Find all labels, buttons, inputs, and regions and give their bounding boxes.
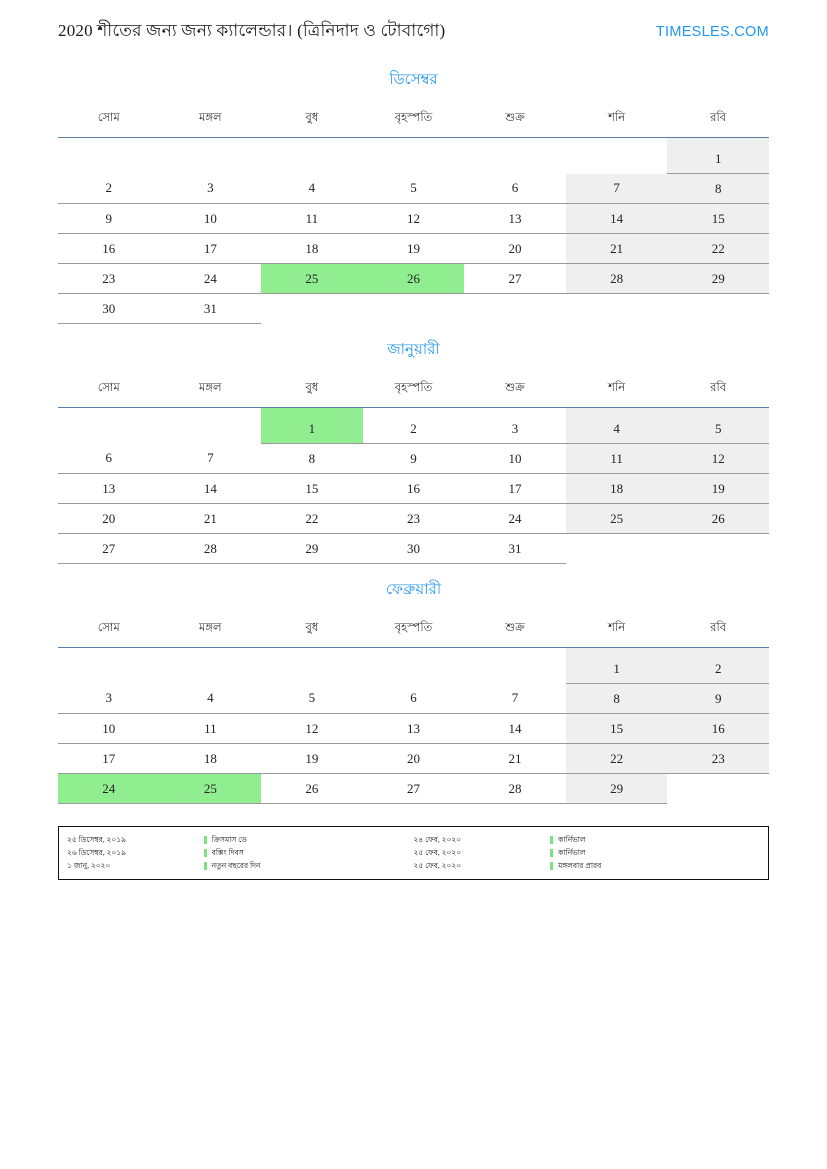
legend-row (204, 859, 414, 872)
weekday-label: মঙ্গল (199, 112, 222, 124)
weekday-label: সোম (97, 622, 120, 634)
day-cell[interactable]: 30 (58, 294, 160, 324)
day-cell[interactable]: 16 (58, 234, 160, 264)
day-cell[interactable]: 8 (667, 174, 769, 204)
weekday-label: শুক্র (505, 622, 525, 634)
weekday-label: শুক্র (505, 112, 525, 124)
day-cell[interactable]: 4 (261, 174, 363, 204)
day-cell[interactable]: 9 (363, 444, 465, 474)
week-row (58, 714, 769, 744)
day-cell-empty (58, 408, 160, 444)
week-row (58, 294, 769, 324)
legend-row (414, 833, 551, 846)
legend-col-names-1 (204, 833, 414, 872)
day-cell-empty (667, 534, 769, 564)
day-cell[interactable]: 25 (160, 774, 262, 804)
day-cell[interactable]: 7 (160, 444, 262, 474)
day-cell[interactable]: 8 (261, 444, 363, 474)
day-cell-empty (363, 138, 465, 174)
weekday-label: বৃহস্পতি (394, 622, 433, 634)
month-grid (58, 375, 769, 564)
day-cell[interactable]: 12 (261, 714, 363, 744)
day-cell[interactable]: 6 (58, 444, 160, 474)
day-cell[interactable]: 15 (667, 204, 769, 234)
month-block (58, 578, 769, 818)
day-cell[interactable]: 5 (363, 174, 465, 204)
day-cell[interactable]: 4 (566, 408, 668, 444)
legend-text: কার্নিভাল (558, 835, 586, 844)
day-cell[interactable]: 20 (464, 234, 566, 264)
day-cell[interactable]: 2 (363, 408, 465, 444)
weekday-label: শনি (608, 112, 626, 124)
day-cell[interactable]: 13 (58, 474, 160, 504)
day-cell[interactable]: 13 (464, 204, 566, 234)
day-cell-empty (261, 294, 363, 324)
day-cell-empty (566, 138, 668, 174)
legend-text: ক্রিসমাস ডে (211, 835, 247, 844)
month-grid (58, 105, 769, 324)
day-cell[interactable]: 5 (261, 684, 363, 714)
weekday-label: রবি (710, 622, 727, 634)
day-cell[interactable]: 30 (363, 534, 465, 564)
weekday-label: মঙ্গল (199, 382, 222, 394)
day-cell[interactable]: 25 (261, 264, 363, 294)
day-cell[interactable]: 28 (160, 534, 262, 564)
day-cell[interactable]: 1 (566, 648, 668, 684)
month-block (58, 68, 769, 338)
day-cell[interactable]: 10 (58, 714, 160, 744)
month-title: ডিসেম্বর (389, 72, 438, 88)
day-cell[interactable]: 16 (667, 714, 769, 744)
weekday-label: শনি (608, 622, 626, 634)
day-cell[interactable]: 20 (363, 744, 465, 774)
weekday-label: শুক্র (505, 382, 525, 394)
legend-row (414, 846, 551, 859)
weekday-label: রবি (710, 382, 727, 394)
day-cell[interactable]: 2 (667, 648, 769, 684)
day-cell[interactable]: 14 (464, 714, 566, 744)
day-cell[interactable]: 18 (261, 234, 363, 264)
holiday-swatch-icon (204, 862, 207, 870)
week-row (58, 444, 769, 474)
day-cell[interactable]: 24 (464, 504, 566, 534)
legend-col-dates-1 (67, 833, 204, 872)
legend-row (550, 833, 760, 846)
day-cell[interactable]: 6 (363, 684, 465, 714)
day-cell[interactable]: 29 (667, 264, 769, 294)
day-cell[interactable]: 17 (464, 474, 566, 504)
holiday-swatch-icon (204, 836, 207, 844)
week-row (58, 774, 769, 804)
day-cell-empty (160, 408, 262, 444)
week-row (58, 534, 769, 564)
day-cell[interactable]: 22 (261, 504, 363, 534)
legend-row (67, 833, 204, 846)
day-cell[interactable]: 1 (667, 138, 769, 174)
day-cell[interactable]: 27 (363, 774, 465, 804)
day-cell-empty (667, 294, 769, 324)
day-cell[interactable]: 15 (566, 714, 668, 744)
day-cell-empty (261, 648, 363, 684)
day-cell[interactable]: 17 (58, 744, 160, 774)
week-row (58, 408, 769, 444)
day-cell-empty (160, 138, 262, 174)
week-row (58, 204, 769, 234)
day-cell[interactable]: 23 (667, 744, 769, 774)
week-row (58, 504, 769, 534)
day-cell[interactable]: 17 (160, 234, 262, 264)
day-cell[interactable]: 12 (363, 204, 465, 234)
day-cell[interactable]: 19 (363, 234, 465, 264)
day-cell-empty (464, 294, 566, 324)
month-title: জানুয়ারী (387, 342, 440, 358)
legend-text: ২৪ ফেব, ২০২০ (413, 835, 462, 844)
holiday-swatch-icon (550, 849, 553, 857)
day-cell-empty (566, 534, 668, 564)
weekday-header-row (58, 375, 769, 408)
page-title: 2020 শীতের জন্য জন্য ক্যালেন্ডার। (ত্রিনিদাদ ও টোবাগো) (58, 21, 446, 40)
legend-row (550, 846, 760, 859)
day-cell[interactable]: 16 (363, 474, 465, 504)
week-row (58, 138, 769, 174)
day-cell[interactable]: 14 (566, 204, 668, 234)
legend-text: মঙ্গলবার প্রারব (558, 861, 602, 870)
legend-row (550, 859, 760, 872)
day-cell[interactable]: 5 (667, 408, 769, 444)
legend-row (414, 859, 551, 872)
legend-row (67, 846, 204, 859)
weekday-label: বুধ (305, 112, 319, 124)
day-cell-empty (58, 648, 160, 684)
day-cell[interactable]: 14 (160, 474, 262, 504)
day-cell[interactable]: 2 (58, 174, 160, 204)
legend-text: ২৫ ফেব, ২০২০ (413, 861, 462, 870)
month-grid (58, 615, 769, 804)
day-cell[interactable]: 12 (667, 444, 769, 474)
day-cell[interactable]: 15 (261, 474, 363, 504)
week-row (58, 264, 769, 294)
day-cell[interactable]: 27 (464, 264, 566, 294)
weekday-header-row (58, 615, 769, 648)
legend-text: ১ জানু, ২০২০ (67, 861, 111, 870)
holiday-swatch-icon (204, 849, 207, 857)
day-cell[interactable]: 27 (58, 534, 160, 564)
day-cell-empty (363, 294, 465, 324)
holiday-swatch-icon (550, 862, 553, 870)
day-cell[interactable]: 21 (464, 744, 566, 774)
day-cell[interactable]: 10 (464, 444, 566, 474)
day-cell[interactable]: 3 (160, 174, 262, 204)
day-cell-empty (464, 648, 566, 684)
day-cell[interactable]: 20 (58, 504, 160, 534)
day-cell[interactable]: 18 (566, 474, 668, 504)
day-cell[interactable]: 9 (58, 204, 160, 234)
day-cell[interactable]: 31 (160, 294, 262, 324)
day-cell[interactable]: 18 (160, 744, 262, 774)
weekday-header-row (58, 105, 769, 138)
week-row (58, 474, 769, 504)
day-cell[interactable]: 29 (261, 534, 363, 564)
legend-row (204, 846, 414, 859)
weekday-label: বৃহস্পতি (394, 112, 433, 124)
day-cell[interactable]: 6 (464, 174, 566, 204)
day-cell-empty (464, 138, 566, 174)
day-cell[interactable]: 31 (464, 534, 566, 564)
day-cell[interactable]: 11 (160, 714, 262, 744)
holiday-swatch-icon (550, 836, 553, 844)
day-cell[interactable]: 11 (566, 444, 668, 474)
day-cell[interactable]: 23 (58, 264, 160, 294)
day-cell[interactable]: 26 (261, 774, 363, 804)
day-cell-empty (58, 138, 160, 174)
day-cell[interactable]: 25 (566, 504, 668, 534)
day-cell[interactable]: 26 (363, 264, 465, 294)
legend-text: কার্নিভাল (558, 848, 586, 857)
day-cell[interactable]: 8 (566, 684, 668, 714)
legend-text: ২৬ ডিসেম্বর, ২০১৯ (67, 848, 127, 857)
page-header (0, 0, 827, 46)
month-block (58, 338, 769, 578)
week-row (58, 648, 769, 684)
day-cell[interactable]: 10 (160, 204, 262, 234)
day-cell-empty (160, 648, 262, 684)
weekday-label: বুধ (305, 382, 319, 394)
day-cell[interactable]: 28 (464, 774, 566, 804)
day-cell[interactable]: 22 (667, 234, 769, 264)
day-cell[interactable]: 3 (464, 408, 566, 444)
day-cell-empty (566, 294, 668, 324)
legend (58, 826, 769, 880)
day-cell[interactable]: 26 (667, 504, 769, 534)
day-cell[interactable]: 19 (261, 744, 363, 774)
day-cell[interactable]: 29 (566, 774, 668, 804)
day-cell[interactable]: 13 (363, 714, 465, 744)
weekday-label: বুধ (305, 622, 319, 634)
week-row (58, 174, 769, 204)
day-cell[interactable]: 9 (667, 684, 769, 714)
legend-col-dates-2 (414, 833, 551, 872)
day-cell-empty (363, 648, 465, 684)
month-title: ফেব্রুয়ারী (385, 582, 442, 598)
weekday-label: সোম (97, 112, 120, 124)
weekday-label: মঙ্গল (199, 622, 222, 634)
day-cell[interactable]: 24 (160, 264, 262, 294)
day-cell[interactable]: 19 (667, 474, 769, 504)
day-cell[interactable]: 28 (566, 264, 668, 294)
day-cell[interactable]: 11 (261, 204, 363, 234)
legend-text: নতুন বছরের দিন (211, 861, 261, 870)
day-cell[interactable]: 23 (363, 504, 465, 534)
legend-text: বক্সিং দিবস (211, 848, 244, 857)
day-cell[interactable]: 7 (464, 684, 566, 714)
weekday-label: সোম (97, 382, 120, 394)
day-cell[interactable]: 24 (58, 774, 160, 804)
legend-col-names-2 (550, 833, 760, 872)
day-cell[interactable]: 4 (160, 684, 262, 714)
day-cell[interactable]: 21 (160, 504, 262, 534)
week-row (58, 684, 769, 714)
day-cell[interactable]: 7 (566, 174, 668, 204)
day-cell[interactable]: 22 (566, 744, 668, 774)
day-cell-empty (261, 138, 363, 174)
week-row (58, 744, 769, 774)
legend-row (204, 833, 414, 846)
day-cell-empty (667, 774, 769, 804)
day-cell[interactable]: 21 (566, 234, 668, 264)
site-brand: TIMESLES.COM (655, 24, 769, 40)
day-cell[interactable]: 1 (261, 408, 363, 444)
weekday-label: শনি (608, 382, 626, 394)
months-container (0, 68, 827, 818)
legend-row (67, 859, 204, 872)
weekday-label: রবি (710, 112, 727, 124)
week-row (58, 234, 769, 264)
weekday-label: বৃহস্পতি (394, 382, 433, 394)
legend-text: ২৫ ফেব, ২০২০ (413, 848, 462, 857)
day-cell[interactable]: 3 (58, 684, 160, 714)
legend-text: ২৫ ডিসেম্বর, ২০১৯ (67, 835, 127, 844)
